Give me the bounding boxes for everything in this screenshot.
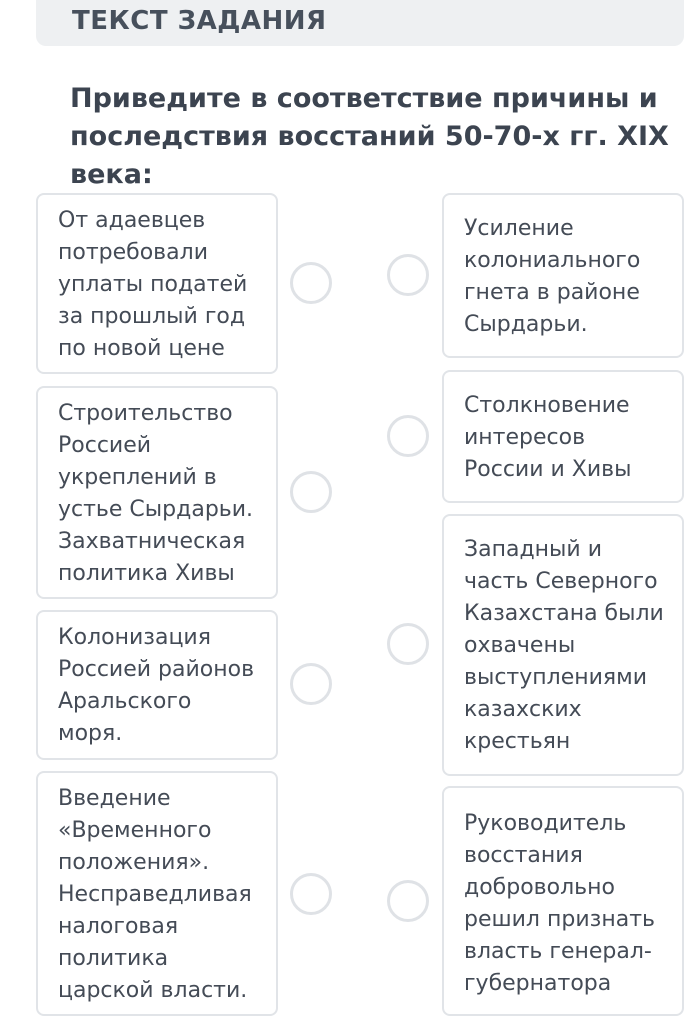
left-item-2-radio[interactable] bbox=[290, 471, 332, 513]
left-item-3 bbox=[36, 610, 278, 760]
left-item-2 bbox=[36, 386, 278, 599]
right-item-2-text: Столкновение интересов России и Хивы bbox=[464, 393, 632, 482]
right-item-1-radio[interactable] bbox=[387, 254, 429, 296]
left-item-1 bbox=[36, 193, 278, 374]
left-item-3-radio[interactable] bbox=[290, 663, 332, 705]
right-item-1-text: Усиление колониального гнета в районе Сырдарьи. bbox=[464, 216, 641, 337]
task-header bbox=[36, 0, 684, 46]
right-item-3-radio[interactable] bbox=[387, 623, 429, 665]
question-text: Приведите в соответствие причины и последствия восстаний 50-70-х гг. XIX века: bbox=[70, 83, 669, 190]
right-item-2 bbox=[442, 370, 684, 503]
left-item-1-radio[interactable] bbox=[290, 262, 332, 304]
left-item-2-text: Строительство Россией укреплений в устье Сырдарьи. Захватническая политика Хивы bbox=[58, 401, 254, 586]
right-item-4 bbox=[442, 786, 684, 1016]
right-item-3 bbox=[442, 514, 684, 776]
right-item-4-radio[interactable] bbox=[387, 880, 429, 922]
left-item-3-text: Колонизация Россией районов Аральского моря. bbox=[58, 625, 255, 746]
right-item-4-text: Руководитель восстания добровольно решил признать власть генерал- губернатора bbox=[464, 811, 655, 996]
left-item-4-radio[interactable] bbox=[290, 873, 332, 915]
right-item-3-text: Западный и часть Северного Казахстана были охвачены выступлениями казахских крестьян bbox=[464, 537, 664, 754]
left-item-1-text: От адаевцев потребовали уплаты податей за прошлый год по новой цене bbox=[58, 208, 248, 361]
left-item-4-text: Введение «Временного положения». Несправедливая налоговая политика царской власти. bbox=[58, 786, 252, 1003]
right-item-1 bbox=[442, 193, 684, 358]
right-item-2-radio[interactable] bbox=[387, 415, 429, 457]
left-item-4 bbox=[36, 771, 278, 1016]
task-header-title: ТЕКСТ ЗАДАНИЯ bbox=[72, 6, 327, 36]
